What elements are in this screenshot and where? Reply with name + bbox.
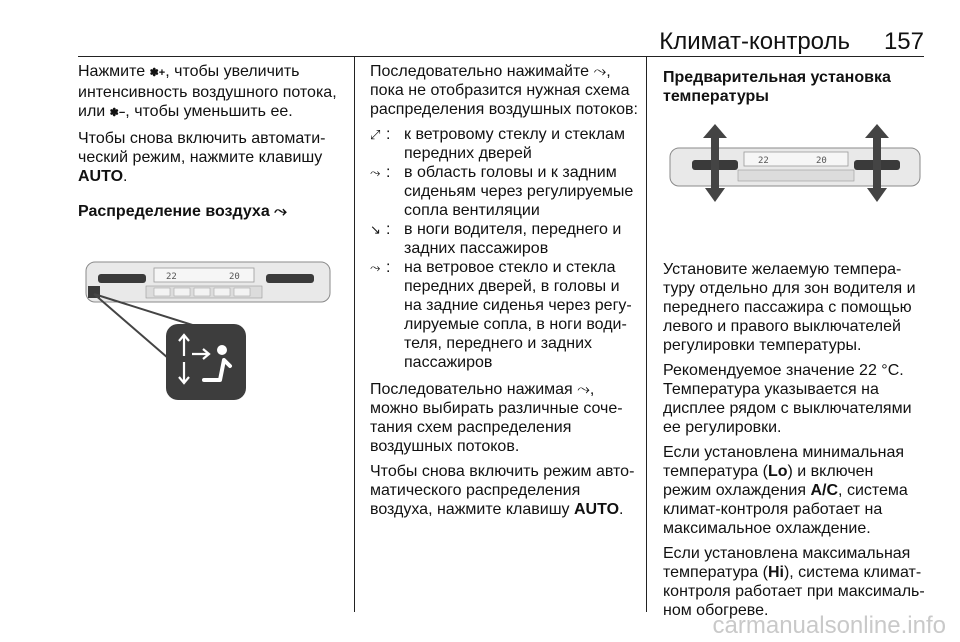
column-2	[370, 62, 638, 525]
max-temp-paragraph: Если установлена максимальная температура (Hi), система климат-контроля работает при максимальном обогреве.	[663, 545, 925, 619]
column-divider-2	[646, 56, 647, 612]
auto-key-label: AUTO	[573, 501, 620, 518]
fan-minus-icon: ✽−	[109, 107, 126, 119]
air-distribution-heading: Распределение воздуха ⤳	[78, 203, 287, 220]
windscreen-mode-icon: ⤢	[370, 127, 381, 142]
air-distribution-icon: ⤳	[274, 203, 287, 220]
head-mode-icon: ⤳	[370, 165, 381, 180]
fan-speed-paragraph: Нажмите ✽+, чтобы увеличить интенсивность воздушного потока, или ✽−, чтобы уменьшить ее.	[78, 63, 337, 120]
column-3-body	[663, 260, 925, 626]
feet-mode-icon: ↘	[370, 222, 381, 237]
column-1	[78, 62, 340, 221]
page-title: Климат-контроль	[659, 28, 850, 55]
control-panel-illustration	[86, 262, 330, 302]
watermark: carmanualsonline.info	[712, 612, 946, 639]
ac-label: A/C	[810, 482, 839, 499]
header-rule	[78, 56, 924, 57]
fan-plus-icon: ✽+	[149, 67, 166, 79]
auto-key-label: AUTO	[78, 168, 124, 185]
callout-line-bottom	[94, 294, 168, 358]
panel-left-temp: 22	[758, 156, 769, 166]
hi-label: Hi	[767, 564, 784, 581]
min-temp-paragraph: Если установлена минимальная температура (Lo) и включен режим охлаждения A/C, система климат-контроля работает на максимальное охлаждение.	[663, 444, 908, 537]
temperature-setting-paragraph: Установите желаемую температуру отдельно для зон водителя и переднего пассажира с помощью левого и правого выключателей регулировки температуры.	[663, 261, 916, 354]
page-header	[0, 0, 960, 56]
distribution-intro: Последовательно нажимайте ⤳, пока не отобразится нужная схема распределения воздушных потоков:	[370, 63, 638, 118]
control-panel-callout-figure	[84, 258, 336, 402]
auto-mode-paragraph: Чтобы снова включить автоматический режим, нажмите клавишу AUTO.	[78, 130, 326, 185]
recommended-temp-paragraph: Рекомендуемое значение 22 °C. Температура указывается на дисплее рядом с выключателями ее регулировки.	[663, 362, 912, 436]
distribution-modes-list	[370, 125, 638, 372]
panel-left-temp: 22	[166, 272, 177, 282]
panel-right-temp: 20	[816, 156, 827, 166]
column-divider-1	[354, 56, 355, 612]
lo-label: Lo	[767, 463, 788, 480]
list-item: ⤢ : к ветровому стеклу и стеклам передних дверей	[370, 126, 625, 162]
temperature-panel-figure	[666, 122, 924, 210]
panel-right-temp: 20	[229, 272, 240, 282]
distribution-combinations-paragraph: Последовательно нажимая ⤳, можно выбирать различные сочетания схем распределения воздушных потоков.	[370, 381, 623, 455]
temperature-preset-heading: Предварительная установка температуры	[663, 69, 891, 105]
distribution-auto-paragraph: Чтобы снова включить режим автоматического распределения воздуха, нажмите клавишу AUTO.	[370, 463, 635, 518]
air-distribution-button-callout	[166, 324, 246, 400]
temperature-panel-illustration	[670, 148, 920, 186]
list-item: ⤳ : на ветровое стекло и стекла передних дверей, в головы и на задние сиденья через регулируемые сопла, в ноги водителя, переднего и задних пассажиров	[370, 259, 632, 371]
list-item: ↘ : в ноги водителя, переднего и задних пассажиров	[370, 221, 622, 257]
column-3	[663, 62, 925, 106]
page-number: 157	[883, 28, 924, 55]
all-zones-mode-icon: ⤳	[370, 260, 381, 275]
list-item: ⤳ : в область головы и к задним сиденьям через регулируемые сопла вентиляции	[370, 164, 634, 219]
